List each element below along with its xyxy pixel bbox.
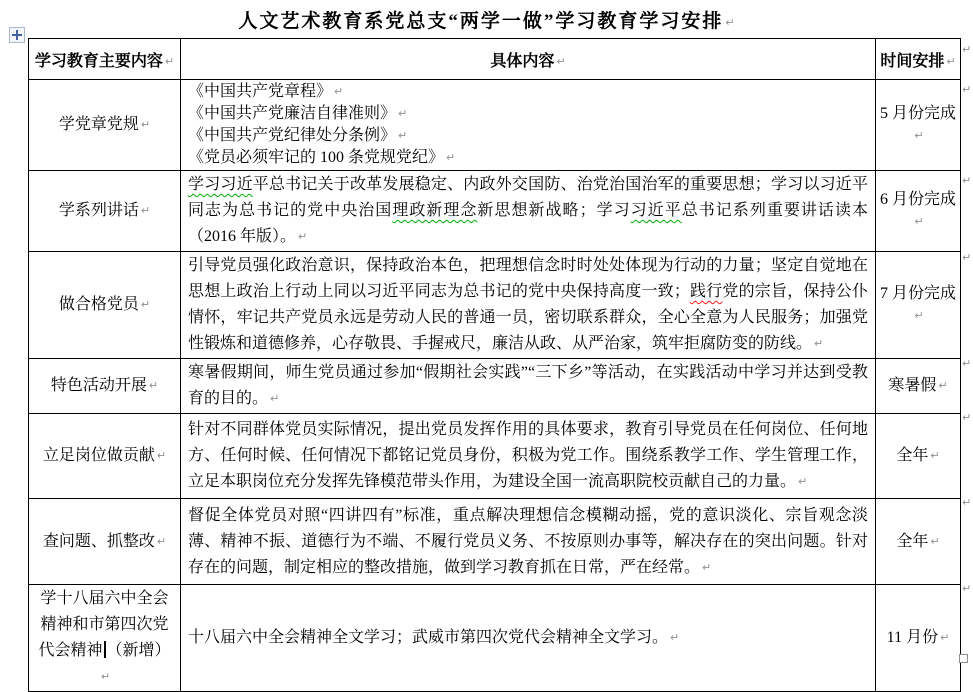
time-cell[interactable] xyxy=(876,252,961,359)
paragraph-mark: ↵ xyxy=(298,230,308,243)
detail-paragraph xyxy=(188,103,868,125)
cell-text: 学系列讲话 xyxy=(58,202,139,219)
detail-cell[interactable] xyxy=(181,80,876,171)
detail-paragraph xyxy=(188,360,868,412)
move-arrow-vertical xyxy=(16,30,18,40)
misspelled-text: 理政新理念 xyxy=(392,202,478,219)
time-cell[interactable] xyxy=(876,499,961,585)
misspelled-text: 践行 xyxy=(689,283,723,300)
detail-cell[interactable] xyxy=(181,359,876,414)
paragraph-mark: ↵ xyxy=(814,337,824,350)
paragraph-mark: ↵ xyxy=(940,631,950,644)
detail-cell[interactable] xyxy=(181,252,876,359)
detail-paragraph xyxy=(188,172,868,250)
detail-cell[interactable] xyxy=(181,414,876,499)
main-content-cell[interactable] xyxy=(29,359,181,414)
document-title-text: 人文艺术教育系党总支“两学一做”学习教育学习安排 xyxy=(238,11,724,32)
time-text: 11 月份 xyxy=(886,629,939,646)
paragraph-mark: ↵ xyxy=(398,129,408,142)
time-cell[interactable] xyxy=(876,80,961,171)
paragraph-mark: ↵ xyxy=(140,118,151,131)
cell-text: 学十八届六中全会精神和市第四次党代会精神 xyxy=(38,590,169,659)
time-text: 全年 xyxy=(896,532,929,550)
detail-paragraph xyxy=(188,125,868,147)
cell-text: 针对不同群体党员实际情况，提出党员发挥作用的具体要求，教育引导党员在任何岗位、任何地方、任何时候、任何情况下都铭记党员身份，积极为党工作。围绕系教学工作、学生管理工作，立足本职岗位充分发挥先锋模范带头作用，为建设全国一流高职院校贡献自己的力量。 xyxy=(188,421,868,490)
paragraph-mark: ↵ xyxy=(930,534,940,548)
paragraph-mark: ↵ xyxy=(702,560,712,574)
paragraph-mark: ↵ xyxy=(164,54,175,68)
cell-text: 特色活动开展 xyxy=(50,377,147,394)
time-cell[interactable] xyxy=(876,414,961,499)
detail-paragraph xyxy=(188,625,868,651)
paragraph-mark: ↵ xyxy=(798,475,808,488)
column-header-detail[interactable]: 具体内容 ↵ xyxy=(181,39,876,80)
header-row xyxy=(29,39,961,80)
detail-paragraph xyxy=(188,147,868,169)
misspelled-text: 习近平 xyxy=(630,202,682,219)
table-move-handle-icon[interactable] xyxy=(9,27,25,43)
paragraph-mark: ↵ xyxy=(334,85,344,98)
main-content-cell[interactable] xyxy=(29,252,181,359)
table-row xyxy=(29,80,961,171)
document-title xyxy=(0,6,973,33)
schedule-table xyxy=(28,38,961,692)
paragraph-mark: ↵ xyxy=(914,215,924,228)
table-row xyxy=(29,585,961,692)
paragraph-mark: ↵ xyxy=(938,379,948,392)
cell-text: 党的宗旨，保持公仆情怀，牢记共产党员永远是劳动人民的普通一员，密切联系群众，全心全意为人民服务；加强党性锻炼和道德修养，心存敬畏、手握戒尺，廉洁从政、从严治家，筑牢拒腐防变的防线。 xyxy=(188,283,868,352)
cell-text: 查问题、抓整改 xyxy=(42,532,155,550)
table-row xyxy=(29,171,961,252)
main-content-cell[interactable] xyxy=(29,414,181,499)
cell-text: 十八届六中全会精神全文学习；武威市第四次党代会精神全文学习。 xyxy=(188,629,669,646)
detail-paragraph xyxy=(188,253,868,357)
cell-text: 新思想新战略；学习 xyxy=(477,202,631,219)
paragraph-mark: ↵ xyxy=(446,151,456,164)
end-of-row-mark: ↵ xyxy=(962,411,972,424)
table-body xyxy=(29,80,961,692)
paragraph-mark: ↵ xyxy=(140,204,151,217)
main-content-cell[interactable] xyxy=(29,171,181,252)
table-resize-handle-icon[interactable] xyxy=(959,654,968,663)
detail-paragraph xyxy=(188,503,868,581)
paragraph-mark: ↵ xyxy=(914,129,924,142)
detail-cell[interactable] xyxy=(181,171,876,252)
cell-text: 学党章党规 xyxy=(58,116,139,133)
detail-cell[interactable] xyxy=(181,585,876,692)
end-of-row-mark: ↵ xyxy=(962,43,972,56)
cell-text: 督促全体党员对照“四讲四有”标准，重点解决理想信念模糊动摇，党的意识淡化、宗旨观念淡薄、精神不振、道德行为不端、不履行党员义务、不按原则办事等，解决存在的突出问题。针对存在的问题，制定相应的整改措施，做到学习教育抓在日常，严在经常。 xyxy=(188,506,868,576)
cell-text: 《中国共产党章程》 xyxy=(188,83,333,100)
table-row xyxy=(29,359,961,414)
time-text: 7 月份完成 xyxy=(879,285,956,302)
paragraph-mark: ↵ xyxy=(725,16,735,29)
paragraph-mark: ↵ xyxy=(100,670,111,683)
table-row xyxy=(29,499,961,585)
end-of-row-mark: ↵ xyxy=(962,83,972,96)
table-row xyxy=(29,414,961,499)
cell-text: 引导党员强化政治意识，保持政治本色，把理想信念时时处处体现为行动的力量；坚定自觉地在思想上政治上行动上同以习近平同志为总书记的党中央保持高度一致； xyxy=(188,257,868,300)
time-cell[interactable] xyxy=(876,585,961,692)
time-text: 5 月份完成 xyxy=(879,105,956,122)
end-of-row-mark: ↵ xyxy=(962,251,972,264)
cell-text: 寒暑假期间，师生党员通过参加“假期社会实践”“三下乡”等活动，在实践活动中学习并达到受教育的目的。 xyxy=(188,364,868,407)
detail-paragraph xyxy=(188,81,868,103)
time-cell[interactable] xyxy=(876,359,961,414)
cell-text: 《党员必须牢记的 100 条党规党纪》 xyxy=(188,149,445,166)
paragraph-mark: ↵ xyxy=(670,631,680,644)
time-cell[interactable] xyxy=(876,171,961,252)
detail-paragraph xyxy=(188,417,868,495)
time-text: 6 月份完成 xyxy=(879,191,956,208)
main-content-cell[interactable] xyxy=(29,80,181,171)
end-of-row-mark: ↵ xyxy=(962,174,972,187)
cell-text: 《中国共产党廉洁自律准则》 xyxy=(188,105,397,122)
paragraph-mark: ↵ xyxy=(156,534,167,548)
paragraph-mark: ↵ xyxy=(148,379,159,392)
paragraph-mark: ↵ xyxy=(946,54,956,68)
paragraph-mark: ↵ xyxy=(398,107,408,120)
column-header-time[interactable]: 时间安排 ↵ xyxy=(876,39,961,80)
detail-cell[interactable] xyxy=(181,499,876,585)
main-content-cell[interactable] xyxy=(29,499,181,585)
paragraph-mark: ↵ xyxy=(930,449,940,462)
cell-text: 《中国共产党纪律处分条例》 xyxy=(188,127,397,144)
paragraph-mark: ↵ xyxy=(140,298,151,311)
end-of-row-mark: ↵ xyxy=(962,582,972,595)
paragraph-mark: ↵ xyxy=(270,392,280,405)
table-row xyxy=(29,252,961,359)
main-content-cell[interactable] xyxy=(29,585,181,692)
misspelled-text: 学习习近 xyxy=(188,176,253,193)
cell-text: 总书记系列重要讲话读本（2016 年版）。 xyxy=(188,202,868,245)
cell-text: 做合格党员 xyxy=(58,296,139,313)
text-cursor xyxy=(104,641,106,658)
cell-text: 立足岗位做贡献 xyxy=(42,447,155,464)
end-of-row-mark: ↵ xyxy=(962,496,972,509)
paragraph-mark: ↵ xyxy=(556,54,566,68)
time-text: 寒暑假 xyxy=(888,377,937,394)
cell-text: 平总书记关于改革发展稳定、内政外交国防、治党治国治军的重要思想；学习以习近平同志为总书记的党中央治国 xyxy=(188,176,868,219)
column-header-main-content[interactable]: 学习教育主要内容 ↵ xyxy=(29,39,181,80)
paragraph-mark: ↵ xyxy=(156,449,167,462)
table-header xyxy=(29,39,961,80)
time-text: 全年 xyxy=(896,447,929,464)
cell-text: （新增） xyxy=(106,642,171,659)
end-of-row-mark: ↵ xyxy=(962,357,972,370)
paragraph-mark: ↵ xyxy=(914,309,924,322)
